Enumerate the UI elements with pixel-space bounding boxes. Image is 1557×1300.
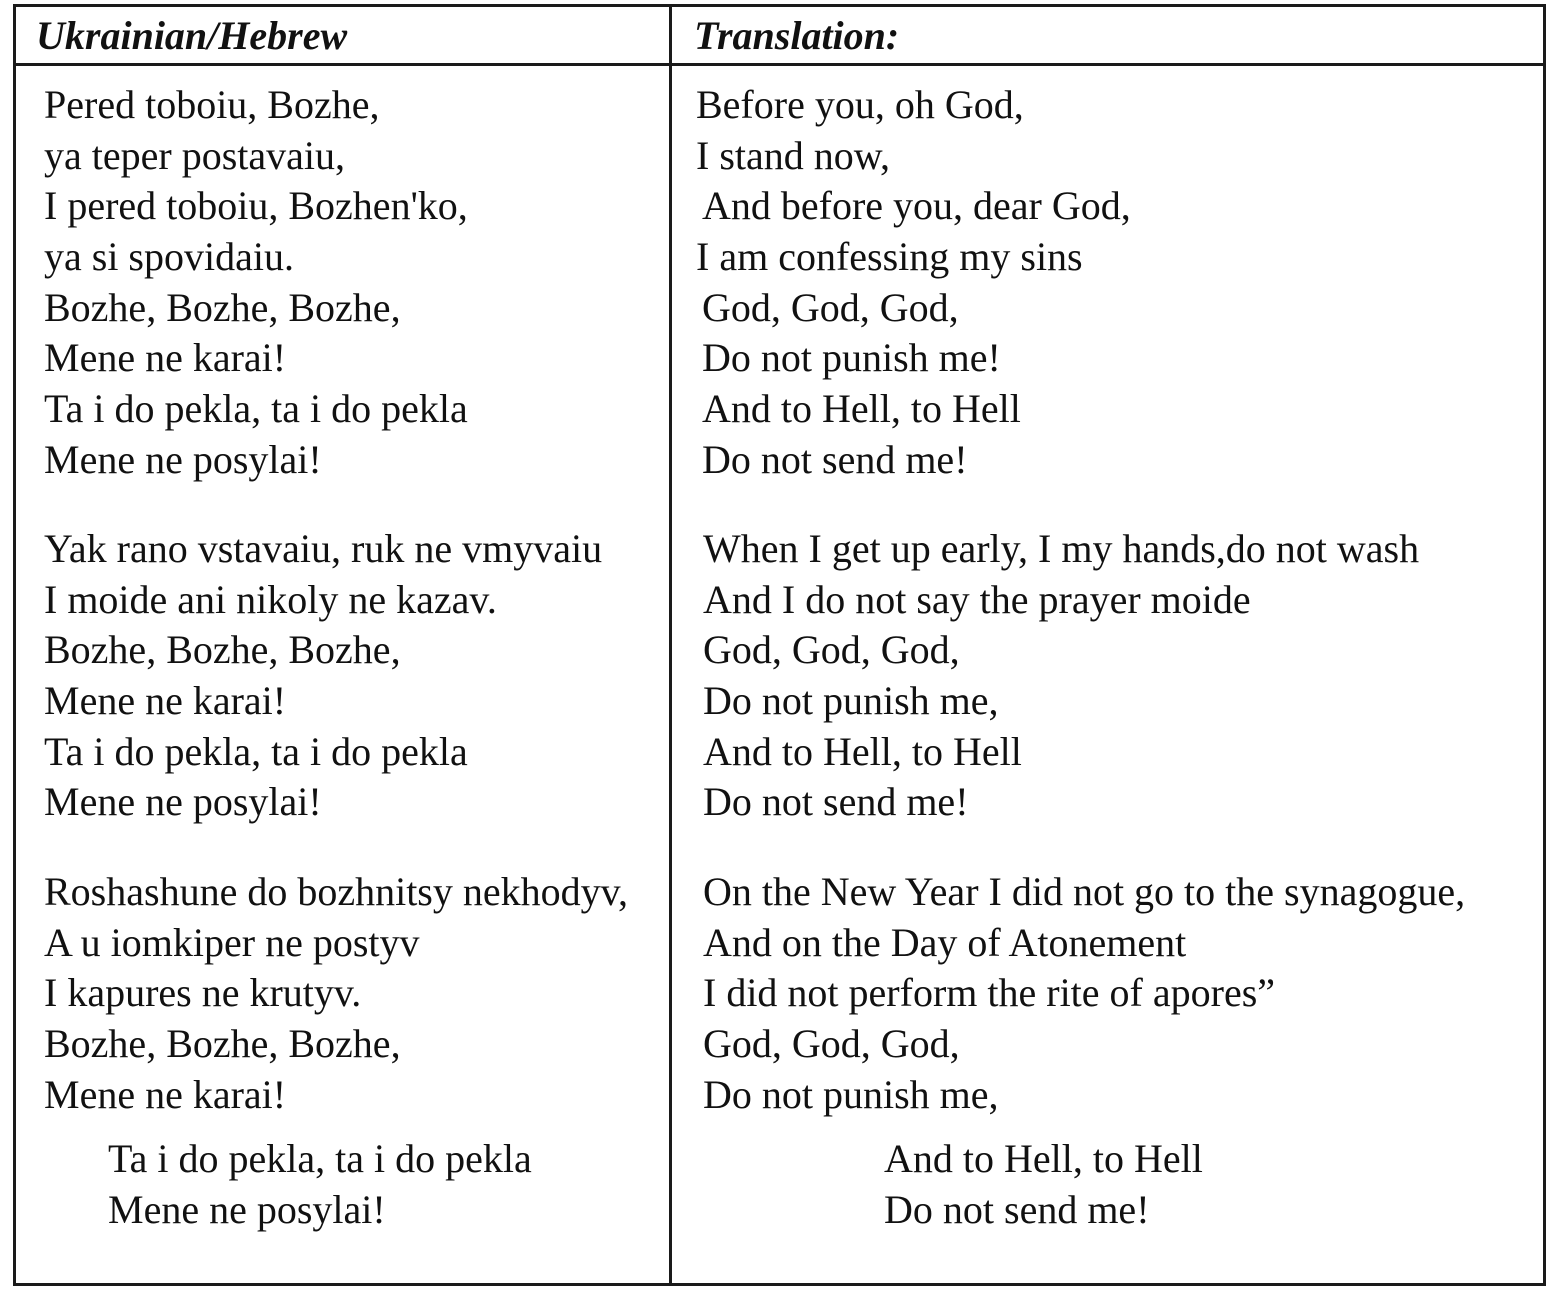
header-divider — [13, 63, 1546, 66]
translation-line: God, God, God, — [702, 284, 959, 330]
translation-line: I am confessing my sins — [696, 234, 1083, 280]
ukrainian-line: Bozhe, Bozhe, Bozhe, — [44, 1021, 401, 1067]
header-ukrainian-hebrew: Ukrainian/Hebrew — [36, 13, 348, 58]
ukrainian-line: A u iomkiper ne postyv — [44, 919, 420, 965]
ukrainian-stanza-3 — [44, 867, 628, 1120]
translation-line: Do not punish me, — [703, 678, 999, 724]
ukrainian-line: Mene ne posylai! — [108, 1186, 386, 1232]
ukrainian-stanza-2 — [44, 524, 602, 828]
ukrainian-line: Ta i do pekla, ta i do pekla — [108, 1136, 532, 1181]
column-divider — [669, 4, 672, 1286]
ukrainian-line: ya teper postavaiu, — [44, 132, 345, 178]
translation-line: And to Hell, to Hell — [702, 386, 1021, 432]
ukrainian-line: Bozhe, Bozhe, Bozhe, — [44, 627, 401, 673]
translation-line: Do not send me! — [702, 436, 968, 482]
translation-line: I stand now, — [696, 132, 891, 178]
header-translation: Translation: — [694, 13, 900, 58]
translation-line: On the New Year I did not go to the synagogue, — [703, 869, 1466, 914]
ukrainian-line: Mene ne posylai! — [44, 779, 322, 825]
translation-stanza-2 — [703, 524, 1419, 828]
translation-line: Do not punish me, — [703, 1071, 999, 1117]
ukrainian-line: Mene ne karai! — [44, 1071, 287, 1117]
translation-stanza-3 — [703, 867, 1465, 1120]
ukrainian-line: ya si spovidaiu. — [44, 234, 294, 280]
translation-line: God, God, God, — [703, 1021, 960, 1067]
translation-line: And to Hell, to Hell — [703, 728, 1022, 774]
translation-line: Do not send me! — [703, 779, 969, 825]
translation-line: I did not perform the rite of apores” — [703, 970, 1276, 1016]
translation-line: And to Hell, to Hell — [884, 1136, 1203, 1181]
ukrainian-line: Bozhe, Bozhe, Bozhe, — [44, 284, 401, 330]
ukrainian-line: Mene ne karai! — [44, 335, 287, 381]
translation-line: And I do not say the prayer moide — [703, 576, 1251, 622]
ukrainian-line: Mene ne posylai! — [44, 436, 322, 482]
ukrainian-line: Ta i do pekla, ta i do pekla — [44, 386, 468, 432]
ukrainian-stanza-4 — [108, 1134, 532, 1235]
translation-line: God, God, God, — [703, 627, 960, 673]
translation-stanza-1 — [696, 80, 1131, 486]
ukrainian-line: I kapures ne krutyv. — [44, 970, 362, 1016]
ukrainian-line: Mene ne karai! — [44, 678, 287, 724]
ukrainian-line: Roshashune do bozhnitsy nekhodyv, — [44, 869, 629, 914]
ukrainian-line: Ta i do pekla, ta i do pekla — [44, 728, 468, 774]
translation-line: Before you, oh God, — [696, 82, 1024, 127]
translation-line: And before you, dear God, — [702, 183, 1131, 229]
ukrainian-line: I pered toboiu, Bozhen'ko, — [44, 183, 468, 229]
ukrainian-line: Pered toboiu, Bozhe, — [44, 82, 380, 127]
ukrainian-stanza-1 — [44, 80, 468, 486]
translation-stanza-4 — [884, 1134, 1203, 1235]
translation-line: Do not punish me! — [702, 335, 1001, 381]
translation-line: When I get up early, I my hands,do not wash — [703, 526, 1420, 571]
ukrainian-line: I moide ani nikoly ne kazav. — [44, 576, 497, 622]
ukrainian-line: Yak rano vstavaiu, ruk ne vmyvaiu — [44, 526, 603, 571]
translation-line: Do not send me! — [884, 1186, 1150, 1232]
translation-line: And on the Day of Atonement — [703, 919, 1187, 965]
